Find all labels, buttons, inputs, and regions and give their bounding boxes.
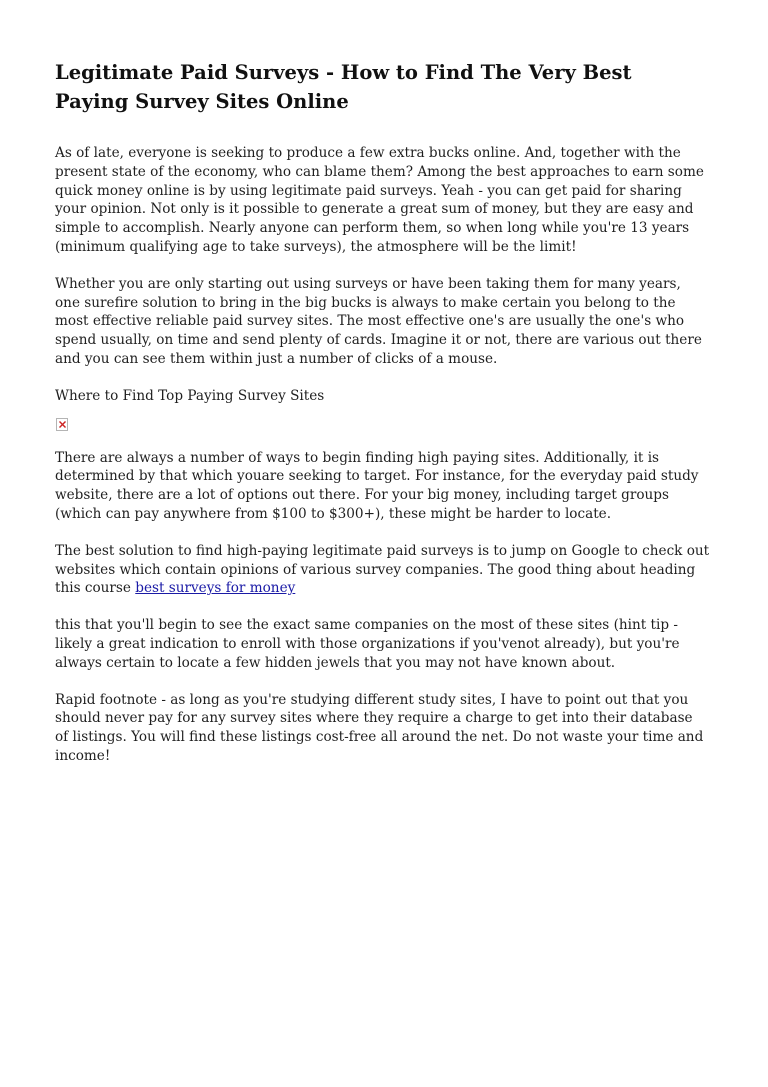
paragraph-reliable-sites: Whether you are only starting out using surveys or have been taking them for many years, one surefire solution to bring in the big bucks is always to make certain you belong to the most effective reliable paid survey sites. The most effective one's are usually the one's who spend usually, on time and send plenty of cards. Imagine it or not, there are various out there and you can see them within just a number of clicks of a mouse.	[55, 275, 702, 367]
paragraph-hidden-jewels: this that you'll begin to see the exact same companies on the most of these sites (hint tip - likely a great indication to enroll with those organizations if you'venot already), but you're always certain to locate a few hidden jewels that you may not have known about.	[55, 617, 680, 671]
paragraph-footnote: Rapid footnote - as long as you're studying different study sites, I have to point out that you should never pay for any survey sites where they require a charge to get into their database of listings. You will find these listings cost-free all around the net. Do not waste your time and income!	[55, 691, 704, 764]
paragraph-google-search	[55, 542, 710, 598]
section-subheading: Where to Find Top Paying Survey Sites	[55, 387, 325, 404]
page-title: Legitimate Paid Surveys - How to Find The Very Best Paying Survey Sites Online	[55, 61, 632, 113]
paragraph-google-search-text: The best solution to find high-paying legitimate paid surveys is to jump on Google to check out websites which contain opinions of various survey companies. The good thing about heading this course	[55, 542, 710, 597]
paragraph-finding-sites: There are always a number of ways to begin finding high paying sites. Additionally, it is determined by that which youare seeking to target. For instance, for the everyday paid study website, there are a lot of options out there. For your big money, including target groups (which can pay anywhere from $100 to $300+), these might be harder to locate.	[55, 449, 699, 522]
document-page	[55, 58, 710, 784]
broken-image-icon	[56, 418, 68, 431]
best-surveys-link[interactable]: best surveys for money	[135, 580, 296, 597]
paragraph-intro: As of late, everyone is seeking to produce a few extra bucks online. And, together with the present state of the economy, who can blame them? Among the best approaches to earn some quick money online is by using legitimate paid surveys. Yeah - you can get paid for sharing your opinion. Not only is it possible to generate a great sum of money, but they are easy and simple to accomplish. Nearly anyone can perform them, so when long while you're 13 years (minimum qualifying age to take surveys), the atmosphere will be the limit!	[55, 145, 704, 255]
